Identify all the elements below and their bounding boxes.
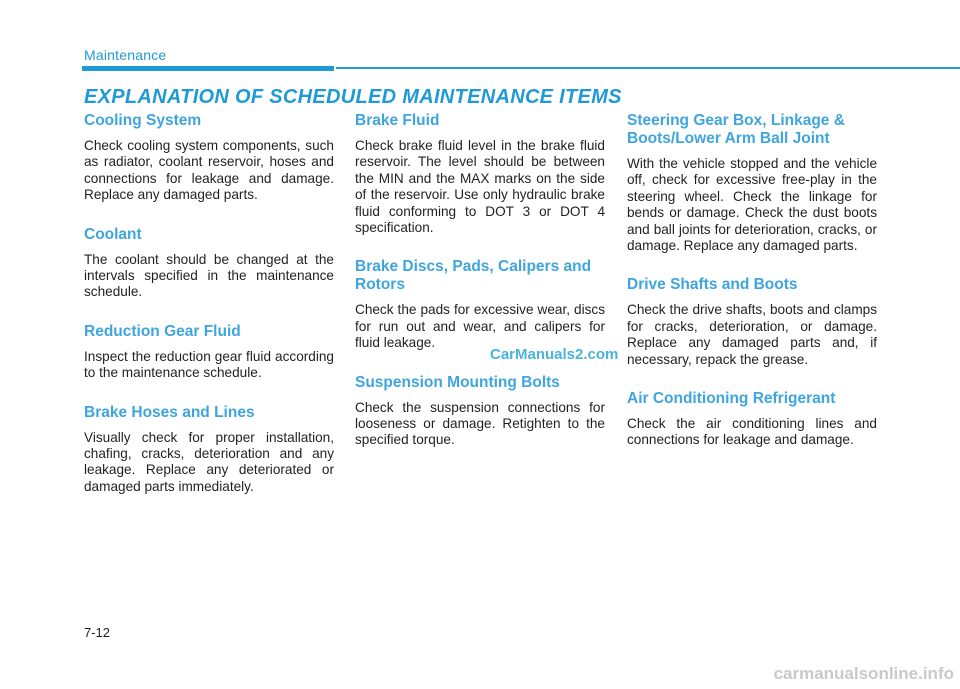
- header-rule-thick: [82, 66, 334, 71]
- item-heading: Reduction Gear Fluid: [84, 322, 241, 340]
- item-heading: Air Conditioning Refrigerant: [627, 390, 836, 408]
- item-cooling-system: [84, 112, 334, 204]
- item-body: Check the pads for excessive wear, discs for run out and wear, and calipers for fluid leakage.: [355, 302, 605, 351]
- item-body: Check cooling system components, such as radiator, coolant reservoir, hoses and connections for leakage and damage. Replace any damaged parts.: [84, 138, 334, 203]
- item-reduction-gear-fluid: [84, 323, 334, 382]
- column-1: [84, 112, 334, 517]
- item-steering-gear: [627, 112, 877, 254]
- item-heading: Brake Fluid: [355, 112, 440, 129]
- item-body: Check the air conditioning lines and connections for leakage and damage.: [627, 416, 877, 448]
- item-drive-shafts: [627, 276, 877, 368]
- watermark-bottom: carmanualsonline.info: [773, 664, 954, 683]
- item-brake-fluid: [355, 112, 605, 236]
- item-body: Check the drive shafts, boots and clamps for cracks, deterioration, or damage. Replace any damaged parts and, if necessary, repack the grease.: [627, 302, 877, 367]
- item-body: The coolant should be changed at the intervals specified in the maintenance schedule.: [84, 251, 334, 300]
- item-brake-discs: [355, 258, 605, 351]
- header-rule-thin: [336, 67, 960, 69]
- item-heading: Suspension Mounting Bolts: [355, 373, 560, 391]
- item-heading: Coolant: [84, 225, 142, 243]
- item-heading: Steering Gear Box, Linkage & Boots/Lower Arm Ball Joint: [627, 112, 845, 147]
- item-heading: Brake Hoses and Lines: [84, 403, 255, 421]
- item-body: Visually check for proper installation, chafing, cracks, deterioration and any leakage. Replace any deteriorated or damaged parts immediately.: [84, 429, 334, 494]
- item-heading: Drive Shafts and Boots: [627, 276, 798, 294]
- item-heading: Brake Discs, Pads, Calipers and Rotors: [355, 258, 592, 294]
- item-body: With the vehicle stopped and the vehicle off, check for excessive free-play in the steering wheel. Check the linkage for bends or damage. Check the dust boots and ball joints for deterioration, cracks, or damage. Replace any damaged parts.: [627, 156, 877, 254]
- column-3: [627, 112, 877, 471]
- watermark-mid: CarManuals2.com: [490, 346, 619, 363]
- item-body: Check brake fluid level in the brake fluid reservoir. The level should be between the MIN and the MAX marks on the side of the reservoir. Use only hydraulic brake fluid conforming to DOT 3 or DOT 4 specification.: [355, 138, 605, 236]
- item-coolant: [84, 226, 334, 301]
- section-label: Maintenance: [84, 47, 167, 63]
- page-title: EXPLANATION OF SCHEDULED MAINTENANCE ITEMS: [84, 86, 622, 108]
- item-heading: Cooling System: [84, 112, 202, 129]
- item-brake-hoses-lines: [84, 404, 334, 496]
- item-body: Check the suspension connections for looseness or damage. Retighten to the specified torque.: [355, 399, 605, 448]
- column-2: [355, 112, 605, 471]
- page-number: 7-12: [84, 625, 111, 640]
- item-ac-refrigerant: [627, 390, 877, 449]
- item-suspension-bolts: [355, 374, 605, 449]
- item-body: Inspect the reduction gear fluid according to the maintenance schedule.: [84, 348, 334, 381]
